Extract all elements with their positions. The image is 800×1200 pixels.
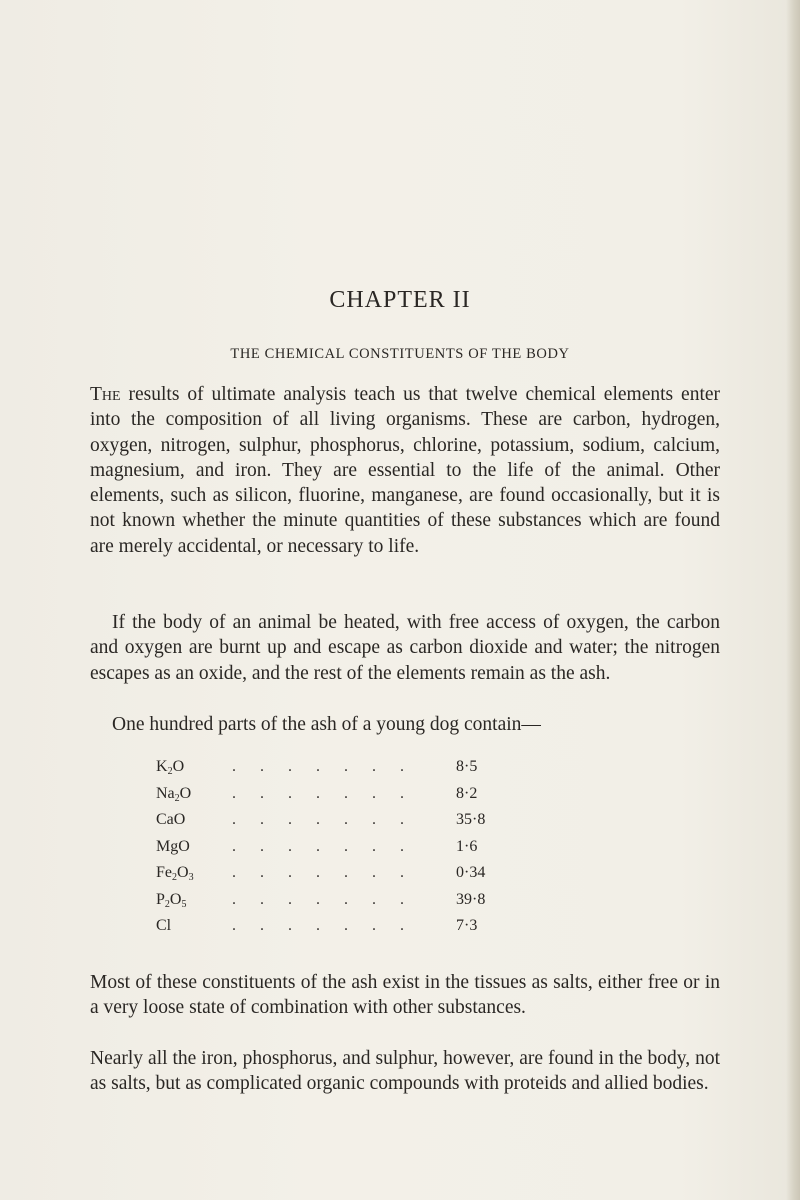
table-row: [156, 781, 516, 808]
paragraph-3: [90, 712, 720, 737]
chapter-title: CHAPTER II: [329, 287, 471, 313]
paragraph-5: [90, 1046, 720, 1097]
table-row: [156, 754, 516, 781]
page-edge-shadow: [786, 0, 800, 1200]
paragraph-4-text: Most of these constituents of the ash exist in the tissues as salts, either free or in a very loose state of combination with other substances.: [90, 972, 720, 1019]
leader-dots: . . . . . . .: [232, 811, 414, 828]
table-row: [156, 913, 516, 940]
formula-cl: Cl: [156, 917, 172, 934]
table-row: [156, 834, 516, 861]
value-fe2o3: 0·34: [456, 864, 486, 881]
table-row: [156, 860, 516, 887]
formula-k2o: $K_2O$: [156, 758, 185, 777]
paragraph-1-first-word: The: [90, 384, 121, 405]
formula-p2o5: $P_2O_5$: [156, 890, 187, 910]
leader-dots: . . . . . . .: [232, 917, 414, 934]
paragraph-2-text: If the body of an animal be heated, with free access of oxygen, the carbon and oxygen are burnt up and escape as carbon dioxide and water; the nitrogen escapes as an oxide, and the rest of the elements remain as the ash.: [90, 612, 720, 684]
table-row: [156, 887, 516, 914]
formula-mgo: MgO: [156, 837, 190, 855]
value-k2o: 8·5: [456, 758, 478, 775]
formula-na2o: $Na_2O$: [156, 784, 192, 804]
value-mgo: 1·6: [456, 837, 478, 855]
formula-cao: CaO: [156, 811, 186, 828]
leader-dots: . . . . . . .: [232, 890, 414, 908]
value-cl: 7·3: [456, 917, 478, 934]
paragraph-1: [90, 382, 720, 559]
paragraph-5-text: Nearly all the iron, phosphorus, and sulphur, however, are found in the body, not as salts, but as complicated organic compounds with proteids and allied bodies.: [90, 1048, 720, 1095]
paragraph-2: [90, 610, 720, 686]
table-row: [156, 807, 516, 834]
paragraph-1-text: results of ultimate analysis teach us that twelve chemical elements enter into the composition of all living organisms. These are carbon, hydrogen, oxygen, nitrogen, sulphur, phosphorus, chlorine, potassium, sodium, calcium, magnesium, and iron. They are essential to the life of the animal. Other elements, such as silicon, fluorine, manganese, are found occasionally, but it is not known whether the minute quantities of these substances which are found are merely accidental, or necessary to life.: [90, 384, 721, 557]
value-p2o5: 39·8: [456, 890, 486, 908]
paragraph-4: [90, 970, 720, 1021]
ash-composition-table: [156, 754, 516, 940]
value-cao: 35·8: [456, 811, 486, 828]
section-title: THE CHEMICAL CONSTITUENTS OF THE BODY: [230, 346, 570, 362]
value-na2o: 8·2: [456, 784, 478, 802]
leader-dots: . . . . . . .: [232, 758, 414, 775]
leader-dots: . . . . . . .: [232, 864, 414, 881]
paragraph-3-text: One hundred parts of the ash of a young dog contain—: [112, 714, 541, 735]
formula-fe2o3: $Fe_2O_3$: [156, 864, 194, 883]
leader-dots: . . . . . . .: [232, 837, 414, 855]
leader-dots: . . . . . . .: [232, 784, 414, 802]
